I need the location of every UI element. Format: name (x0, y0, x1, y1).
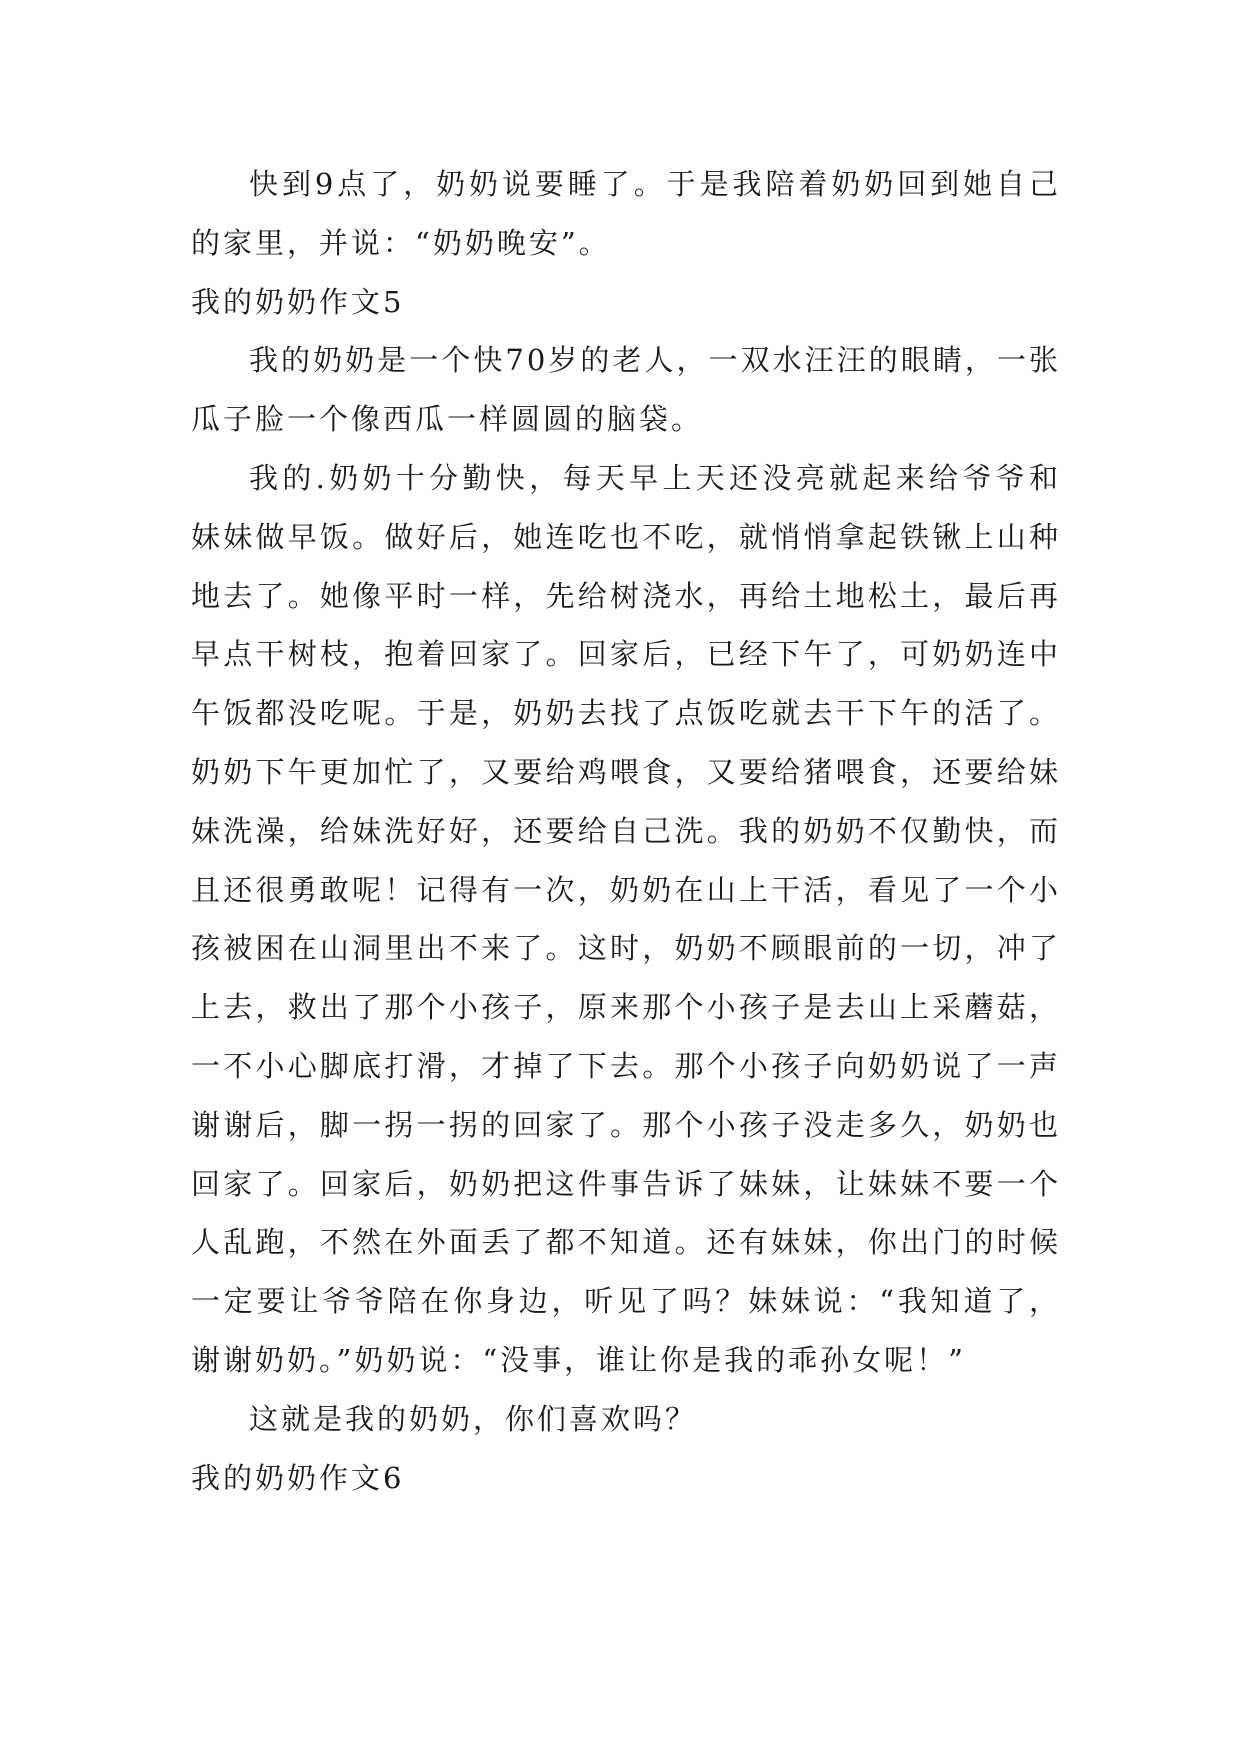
essay-heading-6: 我的奶奶作文6 (191, 1460, 405, 1495)
essay-heading-5: 我的奶奶作文5 (191, 284, 405, 319)
paragraph-bedtime: 快到9点了，奶奶说要睡了。于是我陪着奶奶回到她自己的家里，并说：“奶奶晚安”。 (191, 167, 1061, 260)
document-body (191, 155, 1061, 1507)
paragraph-grandma-diligent: 我的.奶奶十分勤快，每天早上天还没亮就起来给爷爷和妹妹做早饭。做好后，她连吃也不吃，就悄悄拿起铁锹上山种地去了。她像平时一样，先给树浇水，再给土地松土，最后再早点干树枝，抱着回家了。回家后，已经下午了，可奶奶连中午饭都没吃呢。于是，奶奶去找了点饭吃就去干下午的活了。奶奶下午更加忙了，又要给鸡喂食，又要给猪喂食，还要给妹妹洗澡，给妹洗好好，还要给自己洗。我的奶奶不仅勤快，而且还很勇敢呢！记得有一次，奶奶在山上干活，看见了一个小孩被困在山洞里出不来了。这时，奶奶不顾眼前的一切，冲了上去，救出了那个小孩子，原来那个小孩子是去山上采蘑菇，一不小心脚底打滑，才掉了下去。那个小孩子向奶奶说了一声谢谢后，脚一拐一拐的回家了。那个小孩子没走多久，奶奶也回家了。回家后，奶奶把这件事告诉了妹妹，让妹妹不要一个人乱跑，不然在外面丢了都不知道。还有妹妹，你出门的时候一定要让爷爷陪在你身边，听见了吗？妹妹说：“我知道了，谢谢奶奶。”奶奶说：“没事，谁让你是我的乖孙女呢！” (191, 460, 1061, 1377)
paragraph-closing-question: 这就是我的奶奶，你们喜欢吗？ (249, 1401, 698, 1436)
paragraph-grandma-description: 我的奶奶是一个快70岁的老人，一双水汪汪的眼睛，一张瓜子脸一个像西瓜一样圆圆的脑袋。 (191, 343, 1061, 437)
